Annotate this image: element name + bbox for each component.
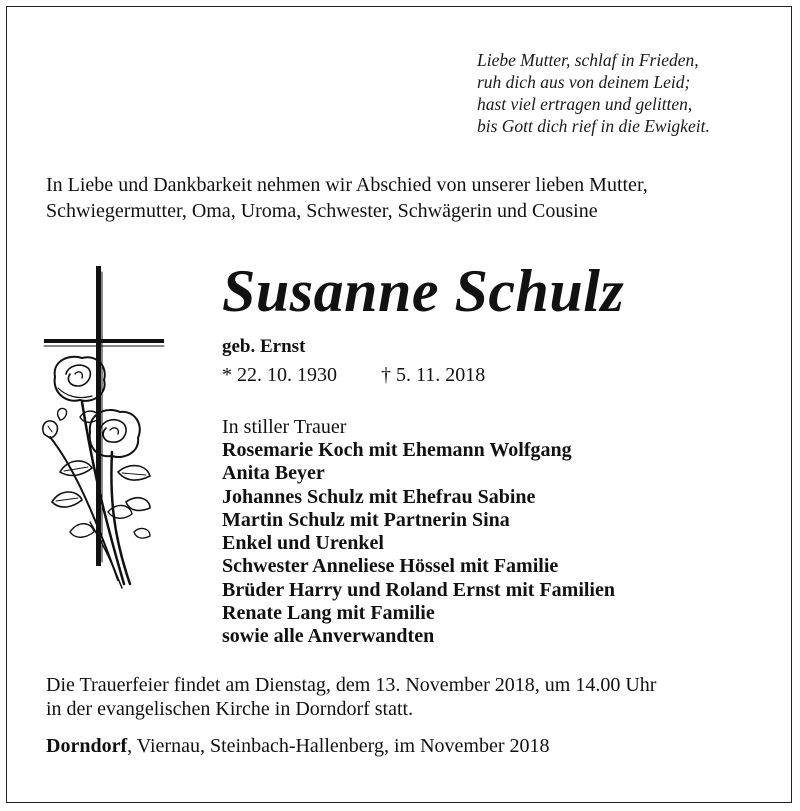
mourner-name: Martin Schulz mit Partnerin Sina [222, 508, 510, 531]
mourner-name: Johannes Schulz mit Ehefrau Sabine [222, 485, 536, 508]
mourners-list [222, 439, 615, 649]
closing-place: Dorndorf [46, 735, 128, 757]
poem-line: ruh dich aus von deinem Leid; [477, 72, 691, 92]
mourner-name: Rosemarie Koch mit Ehemann Wolfgang [222, 439, 572, 461]
mourner-name: Schwester Anneliese Hössel mit Familie [222, 555, 559, 578]
funeral-line: Die Trauerfeier findet am Dienstag, dem 13. November 2018, um 14.00 Uhr [46, 674, 657, 696]
death-date: † 5. 11. 2018 [381, 364, 486, 386]
intro-line: In Liebe und Dankbarkeit nehmen wir Abschied von unserer lieben Mutter, [46, 174, 648, 196]
mourner-name: Brüder Harry und Roland Ernst mit Familien [222, 578, 615, 601]
poem-line: hast viel ertragen und gelitten, [477, 94, 693, 114]
cross-with-roses-icon [30, 262, 170, 592]
mourner-name: Anita Beyer [222, 462, 325, 485]
deceased-name: Susanne Schulz [222, 258, 625, 324]
intro-line: Schwiegermutter, Oma, Uroma, Schwester, Schwägerin und Cousine [46, 200, 598, 222]
intro-text [46, 172, 648, 224]
mourner-name: Enkel und Urenkel [222, 532, 384, 555]
life-dates [222, 362, 485, 388]
funeral-line: in der evangelischen Kirche in Dorndorf statt. [46, 698, 414, 720]
mourner-name: Renate Lang mit Familie [222, 602, 435, 625]
birth-name: geb. Ernst [222, 336, 306, 357]
funeral-info [46, 673, 656, 721]
mourning-heading: In stiller Trauer [222, 416, 347, 438]
birth-date: * 22. 10. 1930 [222, 364, 337, 386]
poem [477, 49, 710, 137]
mourner-name: sowie alle Anverwandten [222, 625, 435, 648]
poem-line: Liebe Mutter, schlaf in Frieden, [477, 50, 699, 70]
closing-line [46, 733, 550, 759]
closing-rest: , Viernau, Steinbach-Hallenberg, im November 2018 [127, 735, 550, 757]
poem-line: bis Gott dich rief in die Ewigkeit. [477, 116, 710, 136]
